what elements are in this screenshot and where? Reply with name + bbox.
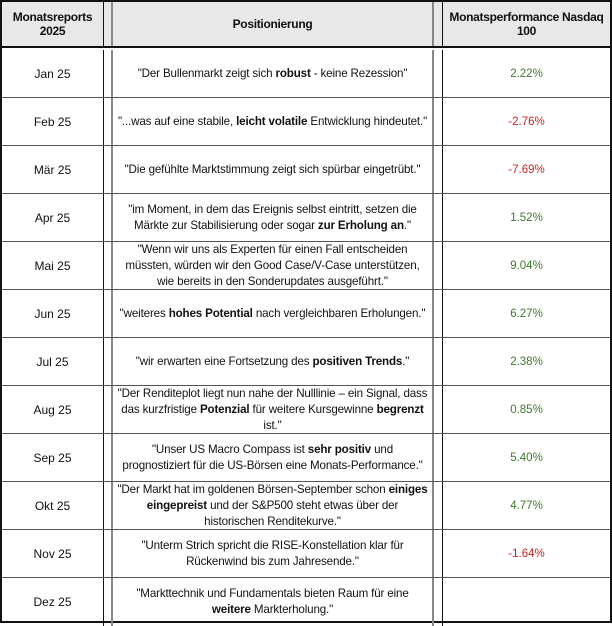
quote-text: "weiteres [119,306,169,320]
column-spacer [104,290,113,337]
header-positioning: Positionierung [113,2,434,46]
performance-value: -1.64% [508,547,545,560]
quote-text: Entwicklung hindeutet." [307,114,428,128]
positioning-quote [113,146,434,193]
quote-text: "im Moment, in dem das Ereignis selbst eintritt, setzen die Märkte zur Stabilisierung oder sogar [128,202,417,232]
quote-emphasis: weitere [211,603,251,616]
quote-emphasis: Potenzial [199,402,250,416]
month-cell: Jun 25 [2,290,104,337]
quote-text: ist." [263,418,282,432]
quote-text: für weitere Kursgewinne [249,402,377,416]
positioning-quote [113,482,434,529]
table-row [2,530,610,578]
quote-text: "wir erwarten eine Fortsetzung des [135,354,313,368]
header-month: Monatsreports 2025 [2,2,104,46]
quote-emphasis: einiges eingepreist [146,482,428,512]
table-header [2,2,610,48]
performance-value: -7.69% [508,163,545,176]
column-spacer [104,2,113,46]
table-row [2,338,610,386]
column-spacer [104,530,113,577]
positioning-quote [113,50,434,97]
column-spacer [434,2,443,46]
column-spacer [434,290,443,337]
quote-text: "Unser US Macro Compass ist [151,442,308,456]
column-spacer [434,578,443,626]
column-spacer [434,146,443,193]
quote-emphasis: begrenzt [376,402,424,416]
month-cell: Jul 25 [2,338,104,385]
table-row [2,146,610,194]
column-spacer [104,146,113,193]
month-cell: Mai 25 [2,242,104,289]
month-cell: Nov 25 [2,530,104,577]
month-cell: Apr 25 [2,194,104,241]
performance-value: 5.40% [510,451,543,464]
header-performance: Monatsperformance Nasdaq 100 [449,10,604,38]
month-cell: Aug 25 [2,386,104,433]
column-spacer [104,578,113,626]
quote-text: "Unterm Strich spricht die RISE-Konstellation klar für Rückenwind bis zum Jahresende." [141,538,404,568]
performance-value: 1.52% [510,211,543,224]
positioning-quote [113,338,434,385]
column-spacer [434,530,443,577]
performance-value: 0.85% [510,403,543,416]
performance-value: 9.04% [510,259,543,272]
quote-text: "...was auf eine stabile, [117,114,237,128]
quote-emphasis: robust [275,66,311,80]
quote-emphasis: leicht volatile [236,114,308,128]
column-spacer [434,242,443,289]
positioning-quote [113,386,434,433]
column-spacer [104,338,113,385]
table-row [2,194,610,242]
column-spacer [104,386,113,433]
column-spacer [434,98,443,145]
month-cell: Dez 25 [2,578,104,626]
quote-text: ." [403,218,411,232]
quote-text: Markterholung." [250,603,334,616]
performance-value: 6.27% [510,307,543,320]
positioning-quote [113,98,434,145]
month-cell: Okt 25 [2,482,104,529]
column-spacer [104,50,113,97]
positioning-quote [113,242,434,289]
quote-text: "Der Renditeplot liegt nun nahe der Nulllinie – ein Signal, dass das kurzfristige [117,386,428,416]
quote-text: "Der Bullenmarkt zeigt sich [137,66,276,80]
column-spacer [434,338,443,385]
table-row [2,98,610,146]
performance-value: -2.76% [508,115,545,128]
quote-text: "Markttechnik und Fundamentals bieten Raum für eine [136,587,409,600]
quote-emphasis: sehr positiv [307,442,372,456]
table-row [2,50,610,98]
column-spacer [434,434,443,481]
quote-text: "Wenn wir uns als Experten für einen Fall entscheiden müssten, würden wir den Good Case/V-Case unterstützen, wie bereits in den Sonderupdates ausgeführt." [125,242,420,288]
table-row [2,242,610,290]
column-spacer [104,482,113,529]
table-row [2,290,610,338]
column-spacer [434,386,443,433]
quote-text: - keine Rezession" [310,66,408,80]
quote-text: und prognostiziert für die US-Börsen eine Monats-Performance." [122,442,423,472]
column-spacer [434,50,443,97]
positioning-quote [113,530,434,577]
month-cell: Feb 25 [2,98,104,145]
month-cell: Sep 25 [2,434,104,481]
quote-emphasis: zur Erholung an [317,218,404,232]
performance-value: 2.38% [510,355,543,368]
column-spacer [434,194,443,241]
column-spacer [104,98,113,145]
column-spacer [434,482,443,529]
table-row [2,434,610,482]
column-spacer [104,434,113,481]
month-cell: Mär 25 [2,146,104,193]
quote-emphasis: hohes Potential [168,306,253,320]
quote-text: "Die gefühlte Marktstimmung zeigt sich spürbar eingetrübt." [124,162,421,176]
positioning-quote [113,290,434,337]
column-spacer [104,242,113,289]
quote-text: und der S&P500 steht etwas über der historischen Renditekurve." [204,498,399,528]
month-cell: Jan 25 [2,50,104,97]
performance-value: 2.22% [510,67,543,80]
quote-text: ." [402,354,410,368]
quote-text: "Der Markt hat im goldenen Börsen-September schon [117,482,389,496]
quote-text: nach vergleichbaren Erholungen." [252,306,426,320]
performance-value: 4.77% [510,499,543,512]
positioning-quote [113,194,434,241]
quote-emphasis: positiven Trends [312,354,403,368]
table-row [2,482,610,530]
column-spacer [104,194,113,241]
table-row [2,578,610,626]
positioning-quote [113,578,434,626]
table-row [2,386,610,434]
performance-value [443,578,610,626]
positioning-quote [113,434,434,481]
